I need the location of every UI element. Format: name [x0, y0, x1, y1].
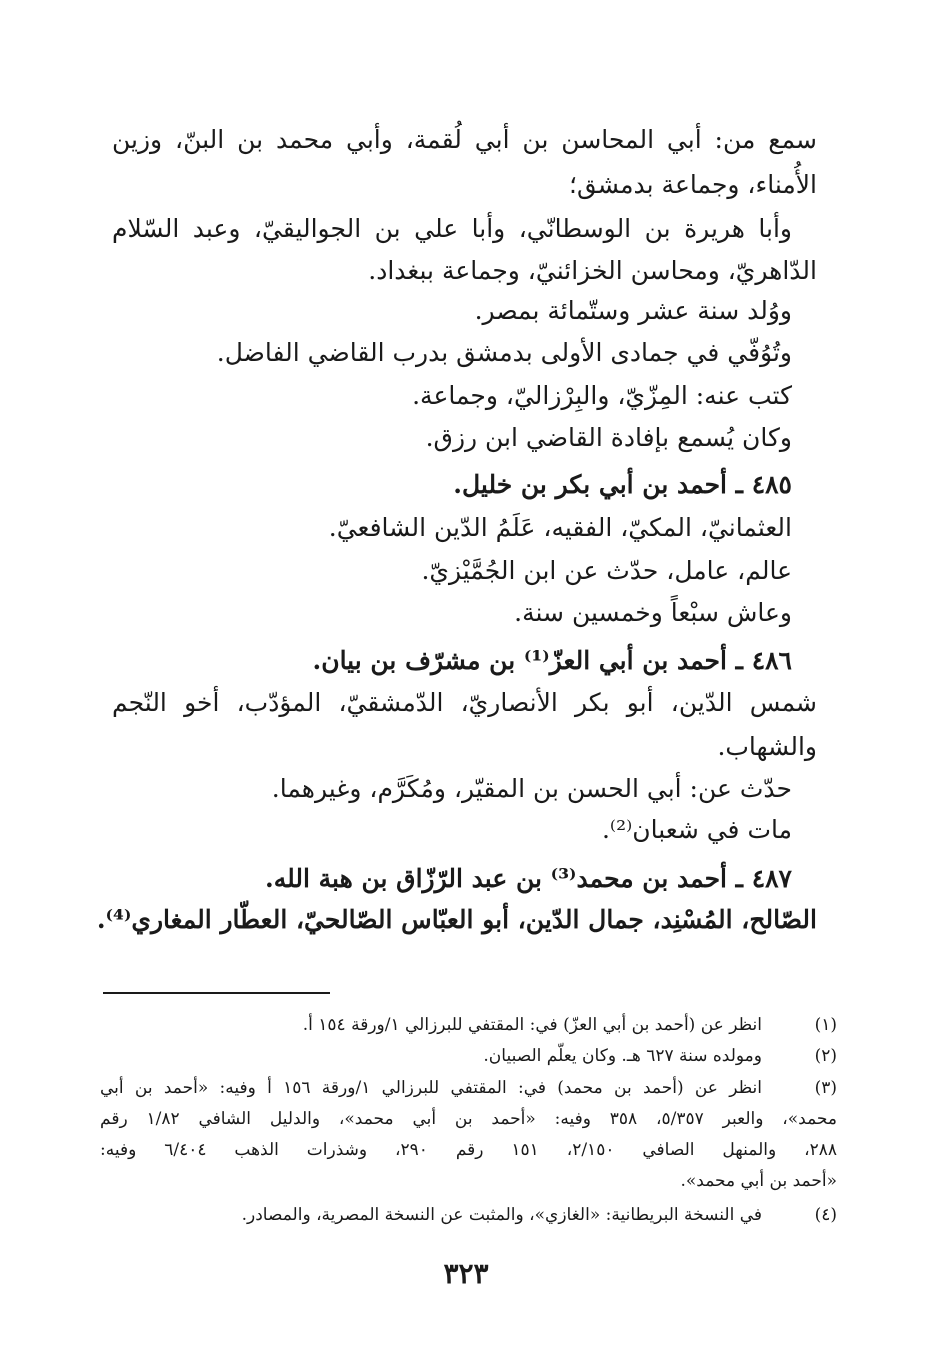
entry-heading: ٤٨٥ ـ أحمد بن أبي بكر بن خليل.: [453, 470, 792, 499]
text-line: شمس الدّين، أبو بكر الأنصاريّ، الدّمشقيّ، المؤدّب، أخو النّجم: [112, 688, 817, 717]
text-line: الصّالح، المُسْنِد، جمال الدّين، أبو العبّاس الصّالحيّ، العطّار المغاري⁽⁴⁾.: [96, 905, 817, 934]
footnote-text: انظر عن (أحمد بن محمد) في: المقتفي للبرزالي ١/ورقة ١٥٦ أ وفيه: «أحمد بن أبي: [100, 1078, 763, 1098]
page-number: ٣٢٣: [443, 1257, 489, 1290]
text-line: وعاش سبْعاً وخمسين سنة.: [514, 598, 792, 627]
text-line: سمع من: أبي المحاسن بن أبي لُقمة، وأبي محمد بن البنّ، وزين: [112, 125, 817, 154]
entry-heading: ٤٨٦ ـ أحمد بن أبي العزّ⁽¹⁾ بن مشرّف بن بيان.: [312, 646, 792, 675]
footnote-number: (١): [814, 1015, 837, 1035]
footnote-text: ومولده سنة ٦٢٧ هـ. وكان يعلّم الصبيان.: [483, 1046, 762, 1066]
footnote-number: (٢): [814, 1046, 837, 1066]
text-line: وأبا هريرة بن الوسطانّي، وأبا علي بن الجواليقيّ، وعبد السّلام: [112, 214, 792, 243]
footnote-separator: [103, 992, 330, 994]
entry-heading: ٤٨٧ ـ أحمد بن محمد⁽³⁾ بن عبد الرّزّاق بن هبة الله.: [265, 864, 792, 893]
footnote-text: «أحمد بن أبي محمد».: [680, 1171, 837, 1191]
text-line: الدّاهريّ، ومحاسن الخزائنيّ، وجماعة ببغداد.: [368, 256, 817, 285]
footnote-text: انظر عن (أحمد بن أبي العزّ) في: المقتفي للبرزالي ١/ورقة ١٥٤ أ.: [302, 1015, 762, 1035]
footnote-text: محمد»، والعبر ٥/٣٥٧، ٣٥٨ وفيه: «أحمد بن أبي محمد»، والدليل الشافي ١/٨٢ رقم: [100, 1109, 838, 1129]
text-line: عالم، عامل، حدّث عن ابن الجُمَّيْزيّ.: [421, 556, 792, 585]
text-line: مات في شعبان⁽²⁾.: [601, 815, 792, 844]
footnote-text: ٢٨٨، والمنهل الصافي ٢/١٥٠، ١٥١ رقم ٢٩٠، وشذرات الذهب ٦/٤٠٤ وفيه:: [100, 1140, 837, 1160]
text-line: والشهاب.: [717, 732, 817, 761]
text-line: وتُوُفّي في جمادى الأولى بدمشق بدرب القاضي الفاضل.: [216, 338, 792, 367]
footnote-number: (٣): [814, 1078, 837, 1098]
text-line: حدّث عن: أبي الحسن بن المقيّر، ومُكَرَّم، وغيرهما.: [271, 774, 792, 803]
footnote-number: (٤): [814, 1205, 837, 1225]
text-line: وكان يُسمع بإفادة القاضي ابن رزق.: [425, 423, 792, 452]
text-line: العثمانيّ، المكيّ، الفقيه، عَلَمُ الدّين الشافعيّ.: [328, 513, 792, 542]
footnote-text: في النسخة البريطانية: «الغازي»، والمثبت عن النسخة المصرية، والمصادر.: [241, 1205, 762, 1225]
text-line: كتب عنه: المِزّيّ، والبِرْزاليّ، وجماعة.: [412, 381, 792, 410]
text-line: ووُلد سنة عشر وستّمائة بمصر.: [474, 296, 792, 325]
text-line: الأُمناء، وجماعة بدمشق؛: [569, 170, 817, 199]
